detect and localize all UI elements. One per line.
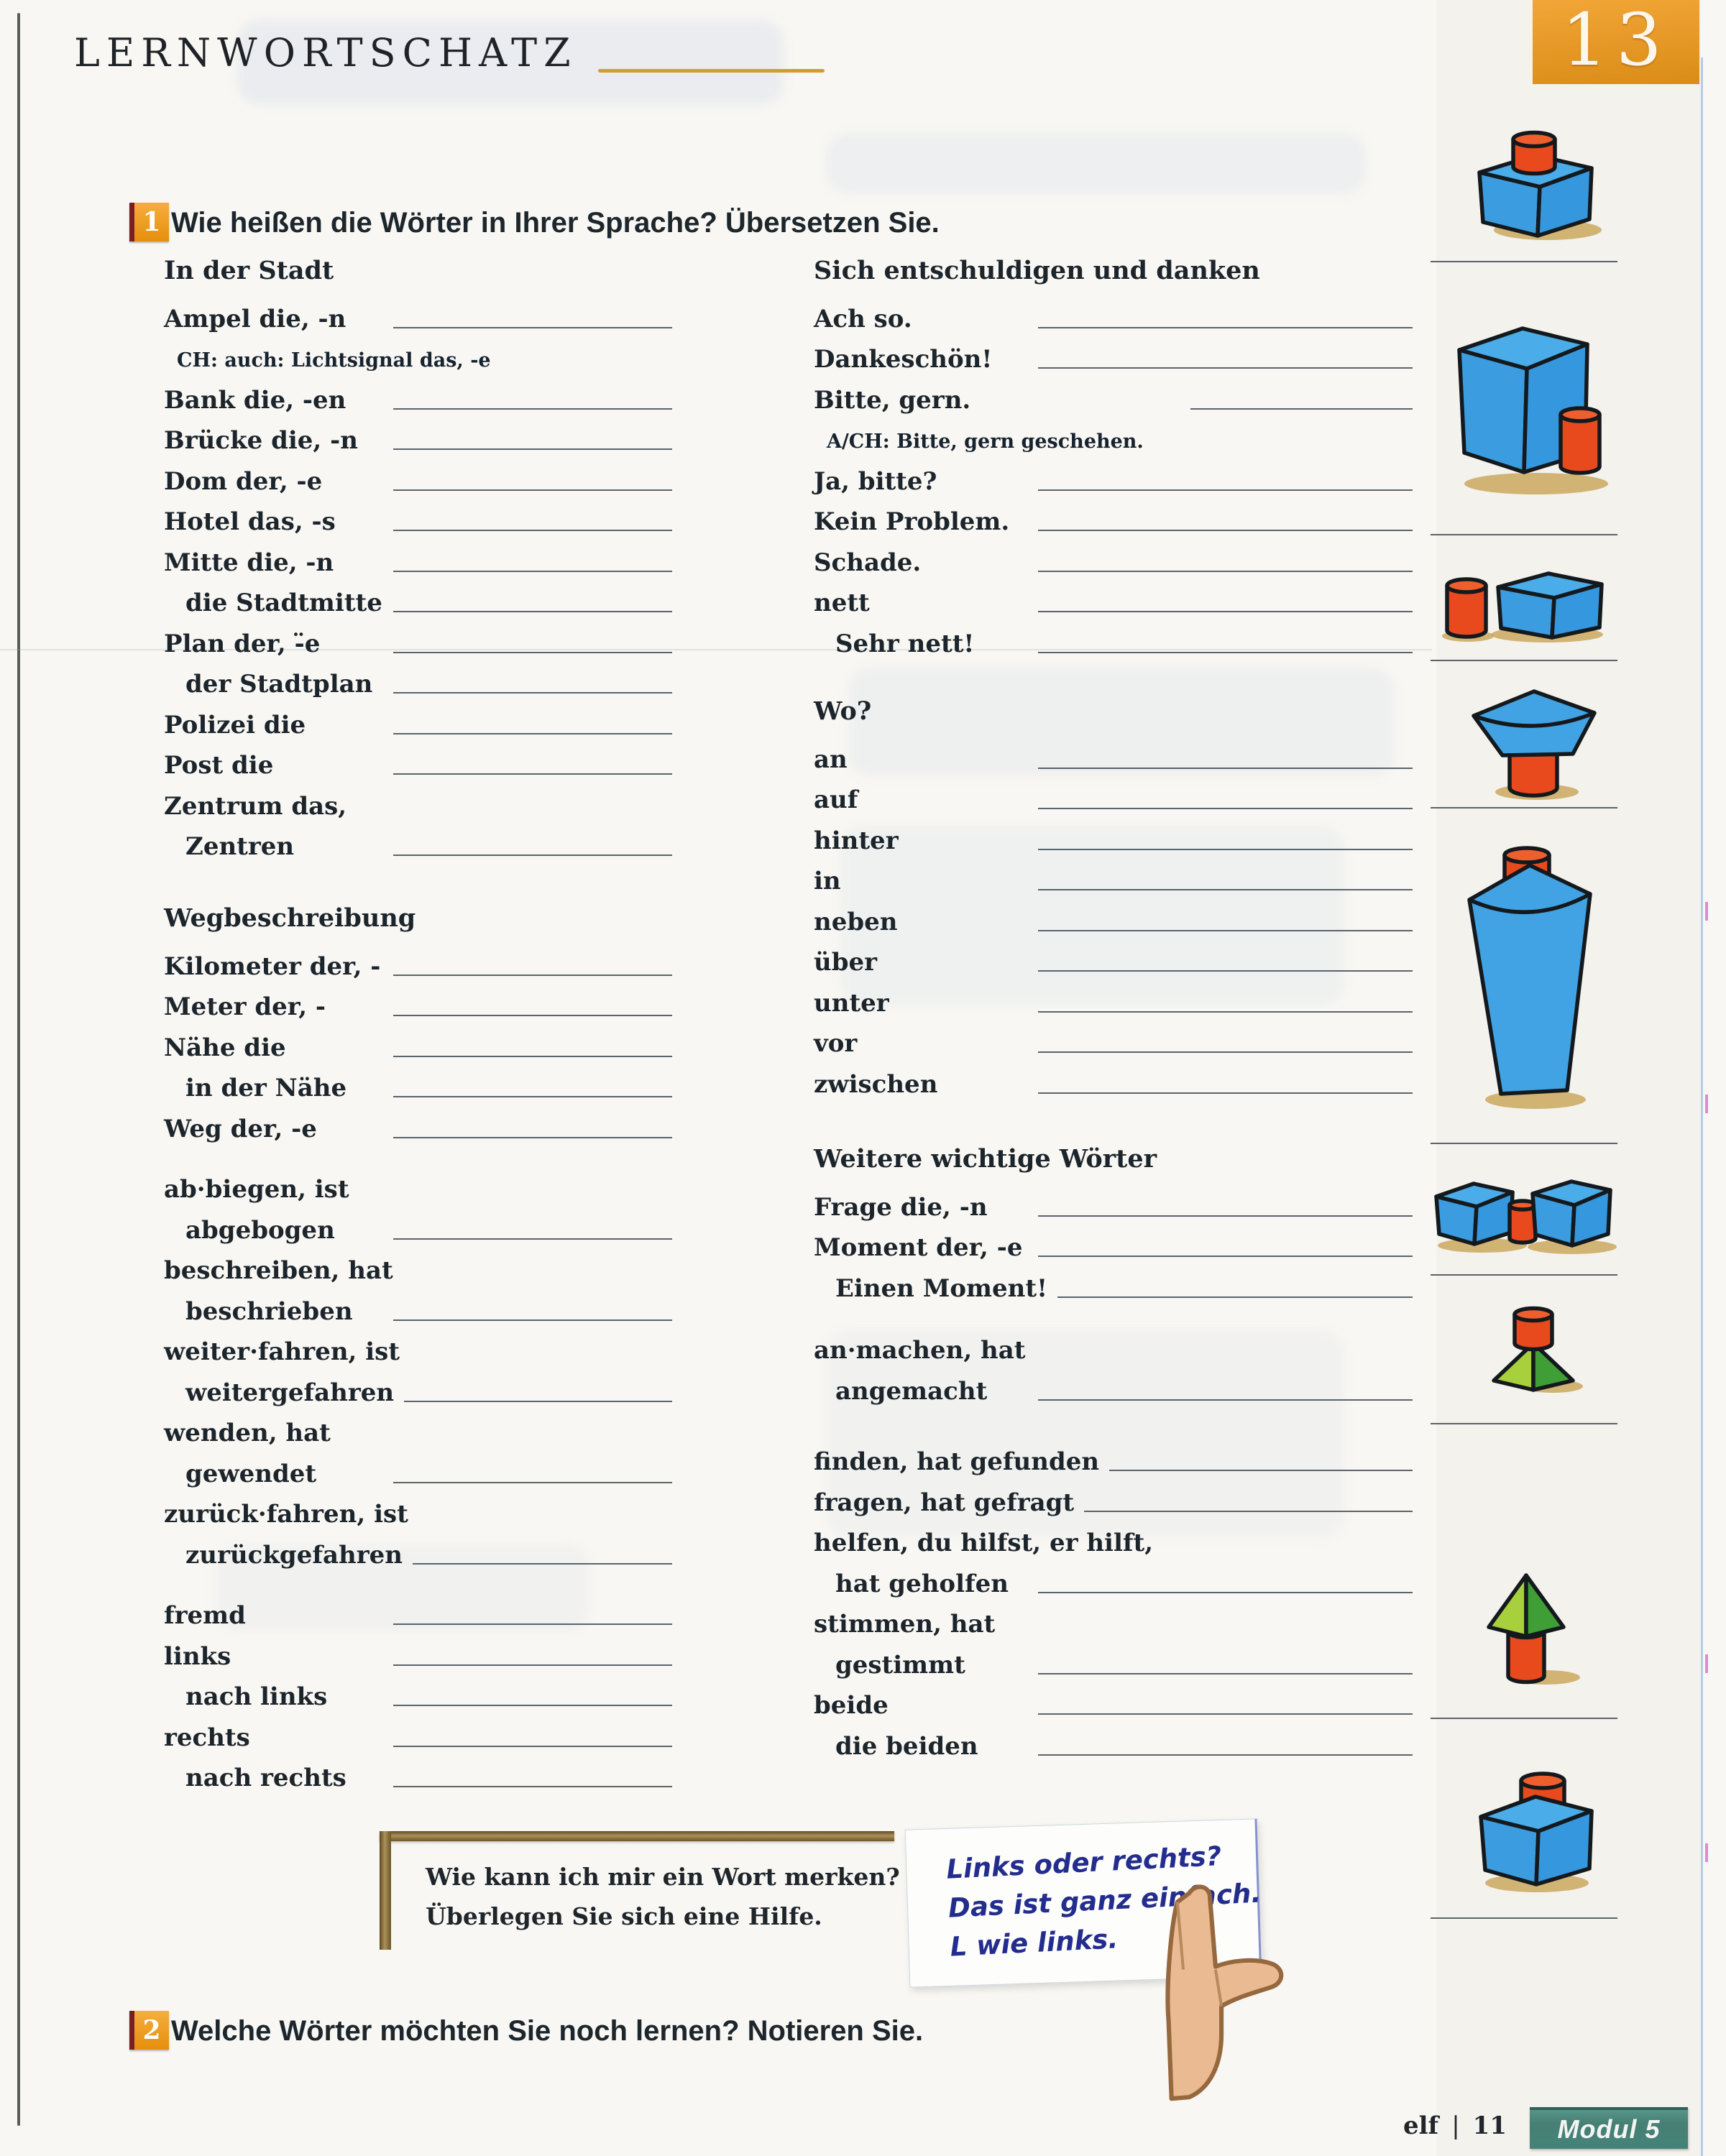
vocab-term: in der Nähe <box>185 1074 347 1102</box>
vocab-entry-row <box>814 816 1413 857</box>
vocab-entry-row <box>164 823 672 864</box>
vocab-entry-row <box>164 1206 672 1247</box>
translation-answer-line <box>404 1401 672 1402</box>
vocab-term: wenden, hat <box>164 1419 331 1447</box>
vocab-term: finden, hat gefunden <box>814 1447 1100 1476</box>
vocab-entry-row <box>814 1682 1413 1723</box>
vocab-term: angemacht <box>835 1376 988 1406</box>
translation-answer-line <box>393 530 672 531</box>
vocab-entry-row <box>164 1064 672 1105</box>
vocab-term: Mitte die, -n <box>164 548 334 577</box>
page-number-separator: | <box>1451 2111 1460 2140</box>
vocab-term: Frage die, -n <box>814 1192 988 1222</box>
vocab-term: Weg der, -e <box>164 1114 317 1143</box>
tip-box-frame-left <box>380 1831 391 1950</box>
task1-number-badge: 1 <box>129 203 169 241</box>
vocab-entry-row <box>814 1060 1413 1101</box>
vocab-term: Ach so. <box>814 304 912 333</box>
vocab-entry-row <box>164 1105 672 1146</box>
page-number-word: elf <box>1403 2111 1439 2140</box>
vocab-entry-row <box>164 782 672 823</box>
vocab-entry-row <box>814 1438 1413 1479</box>
vocab-entry-row <box>814 1560 1413 1600</box>
scan-right-edge <box>1701 57 1703 2156</box>
translation-answer-line <box>1038 1754 1413 1756</box>
vocab-entry-row <box>164 457 672 498</box>
vocab-term: Ampel die, -n <box>164 304 346 333</box>
translation-answer-line <box>1038 652 1413 653</box>
sidebar-answer-line <box>1431 261 1617 262</box>
task1-title: Wie heißen die Wörter in Ihrer Sprache? Übersetzen Sie. <box>171 207 940 239</box>
vocab-term: Dom der, -e <box>164 466 323 496</box>
translation-answer-line <box>393 1319 672 1321</box>
vocab-term: beschrieben <box>185 1296 353 1326</box>
vocab-group-heading: Wo? <box>814 696 872 726</box>
illustration-cylinder-behind-cube <box>1465 1761 1602 1894</box>
vocab-term: gewendet <box>185 1459 317 1488</box>
translation-answer-line <box>1038 930 1413 931</box>
illustration-cylinder-above-pyramid <box>1479 1304 1587 1394</box>
vocab-entry-row <box>164 538 672 579</box>
page-number-digits: 11 <box>1472 2111 1507 2140</box>
translation-answer-line <box>1190 408 1413 410</box>
vocab-entry-row <box>164 376 672 417</box>
translation-answer-line <box>393 448 672 450</box>
scan-left-edge <box>17 13 20 2126</box>
illustration-cylinder-under-open-box <box>1465 684 1602 803</box>
vocab-entry-row <box>164 1531 672 1572</box>
vocab-entry-row <box>164 1247 672 1288</box>
tip-line-1: Wie kann ich mir ein Wort merken? <box>426 1863 900 1891</box>
vocab-entry-row <box>164 701 672 742</box>
vocab-term: weitergefahren <box>185 1378 395 1407</box>
translation-answer-line <box>393 1746 672 1747</box>
translation-answer-line <box>1038 1592 1413 1593</box>
vocab-term: Bank die, -en <box>164 385 346 415</box>
vocab-term: nett <box>814 589 870 617</box>
translation-answer-line <box>393 975 672 976</box>
sidebar-answer-line <box>1431 534 1617 535</box>
vocab-entry-row <box>164 1368 672 1409</box>
translation-answer-line <box>393 408 672 410</box>
translation-answer-line <box>1038 571 1413 572</box>
scan-registration-mark <box>1705 1095 1708 1113</box>
vocab-entry-row <box>164 942 672 983</box>
vocab-entry-row <box>164 619 672 660</box>
vocab-term: beschreiben, hat <box>164 1256 393 1285</box>
vocab-term: in <box>814 867 841 895</box>
translation-answer-line <box>393 773 672 775</box>
vocab-group <box>814 694 1413 1101</box>
vocab-entry-row <box>164 1166 672 1207</box>
vocab-entry-row <box>164 579 672 620</box>
vocab-entry-row <box>814 776 1413 817</box>
vocab-term: über <box>814 948 878 977</box>
vocab-group <box>814 1141 1413 1763</box>
vocab-entry-row <box>164 1592 672 1633</box>
translation-answer-line <box>1038 1051 1413 1053</box>
vocab-entry-row <box>164 1023 672 1064</box>
vocab-term: Dankeschön! <box>814 345 993 374</box>
vocab-group-heading: Weitere wichtige Wörter <box>814 1144 1157 1174</box>
sidebar-answer-line <box>1431 1143 1617 1144</box>
tip-box-frame-top <box>380 1831 894 1841</box>
vocab-entry-row <box>814 579 1413 620</box>
vocab-term: Ja, bitte? <box>814 466 937 496</box>
vocab-entry-row <box>814 538 1413 579</box>
vocab-entry-row <box>164 1754 672 1795</box>
vocab-term: Zentren <box>185 832 295 861</box>
vocab-entry-row <box>164 660 672 701</box>
vocab-term: Nähe die <box>164 1033 286 1062</box>
vocab-term: fragen, hat gefragt <box>814 1488 1075 1517</box>
illustration-cylinder-behind-open-box <box>1458 842 1602 1115</box>
vocab-entry-row <box>164 1287 672 1328</box>
vocab-term: Sehr nett! <box>835 629 975 658</box>
illustration-cylinder-on-cube <box>1458 128 1609 243</box>
translation-answer-line <box>393 652 672 653</box>
translation-answer-line <box>413 1563 672 1565</box>
sidebar-answer-line <box>1431 660 1617 661</box>
vocab-term: beide <box>814 1691 889 1720</box>
vocab-left-column <box>164 253 672 1870</box>
chapter-number-box <box>1533 0 1699 84</box>
vocab-group-heading: Wegbeschreibung <box>164 903 416 933</box>
sidebar-answer-line <box>1431 1423 1617 1424</box>
translation-answer-line <box>393 1705 672 1706</box>
vocab-group-heading: Sich entschuldigen und danken <box>814 256 1260 285</box>
vocab-variant-note: CH: auch: Lichtsignal das, -e <box>177 349 491 372</box>
vocab-term: unter <box>814 988 889 1018</box>
scan-registration-mark <box>1705 902 1708 921</box>
translation-answer-line <box>1038 768 1413 769</box>
vocab-entry-row <box>814 1327 1413 1368</box>
translation-answer-line <box>393 611 672 612</box>
vocab-term: Kilometer der, - <box>164 952 381 981</box>
translation-answer-line <box>1038 367 1413 369</box>
scan-registration-mark <box>1705 1654 1708 1673</box>
vocab-group <box>164 253 672 863</box>
vocab-entry-row <box>814 1600 1413 1641</box>
chapter-number: 13 <box>1561 0 1671 82</box>
vocab-variant-note: A/CH: Bitte, gern geschehen. <box>827 430 1144 453</box>
vocab-entry-row <box>164 1713 672 1754</box>
vocab-term: Plan der, -̈e <box>164 629 321 658</box>
translation-answer-line <box>393 1664 672 1666</box>
sidebar-answer-line <box>1431 1718 1617 1719</box>
translation-answer-line <box>1109 1470 1413 1471</box>
vocab-entry-row <box>814 336 1413 377</box>
translation-answer-line <box>393 489 672 491</box>
translation-answer-line <box>393 1096 672 1097</box>
vocab-term: rechts <box>164 1723 250 1752</box>
vocab-term: der Stadtplan <box>185 670 373 699</box>
tip-box-text <box>426 1857 900 1936</box>
vocab-entry-row <box>164 417 672 458</box>
vocab-term: Meter der, - <box>164 992 326 1021</box>
translation-answer-line <box>393 1482 672 1483</box>
vocab-term: Polizei die <box>164 710 306 740</box>
vocab-term: an <box>814 745 848 774</box>
vocab-term: hinter <box>814 826 899 855</box>
page-showthrough <box>827 133 1366 194</box>
module-badge: Modul 5 <box>1530 2107 1688 2149</box>
page-title: LERNWORTSCHATZ <box>74 30 577 75</box>
vocab-entry-row <box>814 1641 1413 1682</box>
translation-answer-line <box>393 1137 672 1138</box>
vocab-term: Moment der, -e <box>814 1233 1023 1262</box>
translation-answer-line <box>1038 1399 1413 1401</box>
translation-answer-line <box>393 1056 672 1057</box>
translation-answer-line <box>1057 1296 1413 1298</box>
translation-answer-line <box>393 733 672 734</box>
vocab-term: neben <box>814 907 898 936</box>
scan-registration-mark <box>1705 1843 1708 1862</box>
vocab-entry-row <box>814 1264 1413 1305</box>
translation-answer-line <box>1038 808 1413 809</box>
vocab-entry-row <box>814 1722 1413 1763</box>
vocab-entry-row <box>164 336 672 377</box>
tip-line-2: Überlegen Sie sich eine Hilfe. <box>426 1902 822 1930</box>
translation-answer-line <box>1084 1511 1413 1512</box>
vocab-term: abgebogen <box>185 1215 335 1245</box>
vocab-entry-row <box>164 1673 672 1714</box>
translation-answer-line <box>393 692 672 694</box>
vocab-term: helfen, du hilfst, er hilft, <box>814 1529 1154 1557</box>
vocab-entry-row <box>164 1328 672 1369</box>
vocab-entry-row <box>814 979 1413 1020</box>
vocab-term: hat geholfen <box>835 1569 1009 1598</box>
sidebar-answer-line <box>1431 807 1617 808</box>
vocab-entry-row <box>164 1632 672 1673</box>
illustration-pyramid-on-cylinder <box>1465 1568 1587 1687</box>
translation-answer-line <box>1038 530 1413 531</box>
translation-answer-line <box>393 854 672 856</box>
vocab-entry-row <box>814 376 1413 417</box>
vocab-term: Einen Moment! <box>835 1273 1048 1303</box>
vocab-term: fremd <box>164 1601 246 1630</box>
translation-answer-line <box>1038 1215 1413 1217</box>
vocab-entry-row <box>814 457 1413 498</box>
vocab-term: gestimmt <box>835 1650 965 1680</box>
vocab-entry-row <box>814 1183 1413 1224</box>
translation-answer-line <box>393 1015 672 1016</box>
vocab-right-column <box>814 253 1413 2050</box>
vocab-term: auf <box>814 786 858 814</box>
translation-answer-line <box>1038 1673 1413 1674</box>
vocab-term: Schade. <box>814 548 922 577</box>
vocab-entry-row <box>164 295 672 336</box>
vocab-term: zwischen <box>814 1069 938 1099</box>
task2-number-badge: 2 <box>129 2011 169 2050</box>
vocab-entry-row <box>164 1491 672 1531</box>
hand-making-l-photo <box>1113 1881 1289 2097</box>
translation-answer-line <box>1038 327 1413 328</box>
sidebar-answer-line <box>1431 1274 1617 1276</box>
vocab-entry-row <box>814 857 1413 898</box>
vocab-term: Brücke die, -n <box>164 426 358 455</box>
translation-answer-line <box>393 1786 672 1787</box>
note-line-1: Links oder rechts? <box>945 1841 1223 1885</box>
vocab-entry-row <box>164 1450 672 1491</box>
vocab-term: vor <box>814 1029 858 1058</box>
vocab-term: stimmen, hat <box>814 1610 996 1639</box>
vocab-term: die Stadtmitte <box>185 589 382 617</box>
translation-answer-line <box>1038 1713 1413 1715</box>
translation-answer-line <box>393 571 672 572</box>
translation-answer-line <box>1038 1256 1413 1257</box>
translation-answer-line <box>1038 849 1413 850</box>
vocab-entry-row <box>814 1367 1413 1408</box>
header-rule <box>598 69 825 73</box>
translation-answer-line <box>1038 970 1413 972</box>
vocab-term: Bitte, gern. <box>814 385 971 415</box>
vocab-entry-row <box>814 1020 1413 1061</box>
vocab-term: links <box>164 1641 231 1671</box>
vocab-entry-row <box>814 735 1413 776</box>
vocab-term: Hotel das, -s <box>164 507 336 536</box>
illustration-cylinder-in-front-of-cube <box>1439 564 1612 643</box>
vocab-term: Zentrum das, <box>164 791 347 821</box>
page-number <box>1403 2111 1507 2140</box>
illustration-cylinder-beside-cube <box>1446 305 1612 499</box>
translation-answer-line <box>1038 611 1413 612</box>
note-line-2: Das ist ganz einfach. <box>947 1877 1262 1924</box>
translation-answer-line <box>393 1238 672 1240</box>
vocab-group <box>814 253 1413 660</box>
vocab-entry-row <box>814 619 1413 660</box>
illustration-cylinder-between-two-cubes <box>1432 1168 1619 1254</box>
vocab-entry-row <box>164 498 672 539</box>
sidebar-answer-line <box>1431 1917 1617 1919</box>
vocab-term: weiter·fahren, ist <box>164 1337 400 1366</box>
translation-answer-line <box>1038 1011 1413 1013</box>
vocab-entry-row <box>164 1409 672 1450</box>
vocab-term: ab·biegen, ist <box>164 1175 349 1204</box>
vocab-term: zurückgefahren <box>185 1540 403 1570</box>
translation-answer-line <box>1038 489 1413 491</box>
vocab-term: nach links <box>185 1682 328 1711</box>
vocab-entry-row <box>814 939 1413 980</box>
vocab-entry-row <box>814 898 1413 939</box>
vocab-entry-row <box>814 417 1413 458</box>
vocab-term: zurück·fahren, ist <box>164 1500 408 1529</box>
translation-answer-line <box>1038 889 1413 890</box>
vocab-term: Post die <box>164 751 274 780</box>
note-line-3: L wie links. <box>949 1923 1119 1963</box>
vocab-entry-row <box>814 498 1413 539</box>
vocab-entry-row <box>814 1519 1413 1560</box>
vocab-entry-row <box>164 742 672 783</box>
vocab-group <box>164 900 672 1795</box>
translation-answer-line <box>393 1623 672 1625</box>
vocab-term: nach rechts <box>185 1764 346 1792</box>
vocab-group-heading: In der Stadt <box>164 256 334 285</box>
vocab-term: Kein Problem. <box>814 507 1010 536</box>
tip-box <box>380 1831 900 1984</box>
translation-answer-line <box>1038 1092 1413 1094</box>
vocab-entry-row <box>814 1478 1413 1519</box>
vocab-entry-row <box>164 983 672 1024</box>
vocab-entry-row <box>814 295 1413 336</box>
translation-answer-line <box>393 327 672 328</box>
task2-title: Welche Wörter möchten Sie noch lernen? Notieren Sie. <box>171 2015 924 2047</box>
vocab-entry-row <box>814 1224 1413 1265</box>
vocab-term: die beiden <box>835 1731 978 1761</box>
vocab-term: an·machen, hat <box>814 1336 1026 1365</box>
